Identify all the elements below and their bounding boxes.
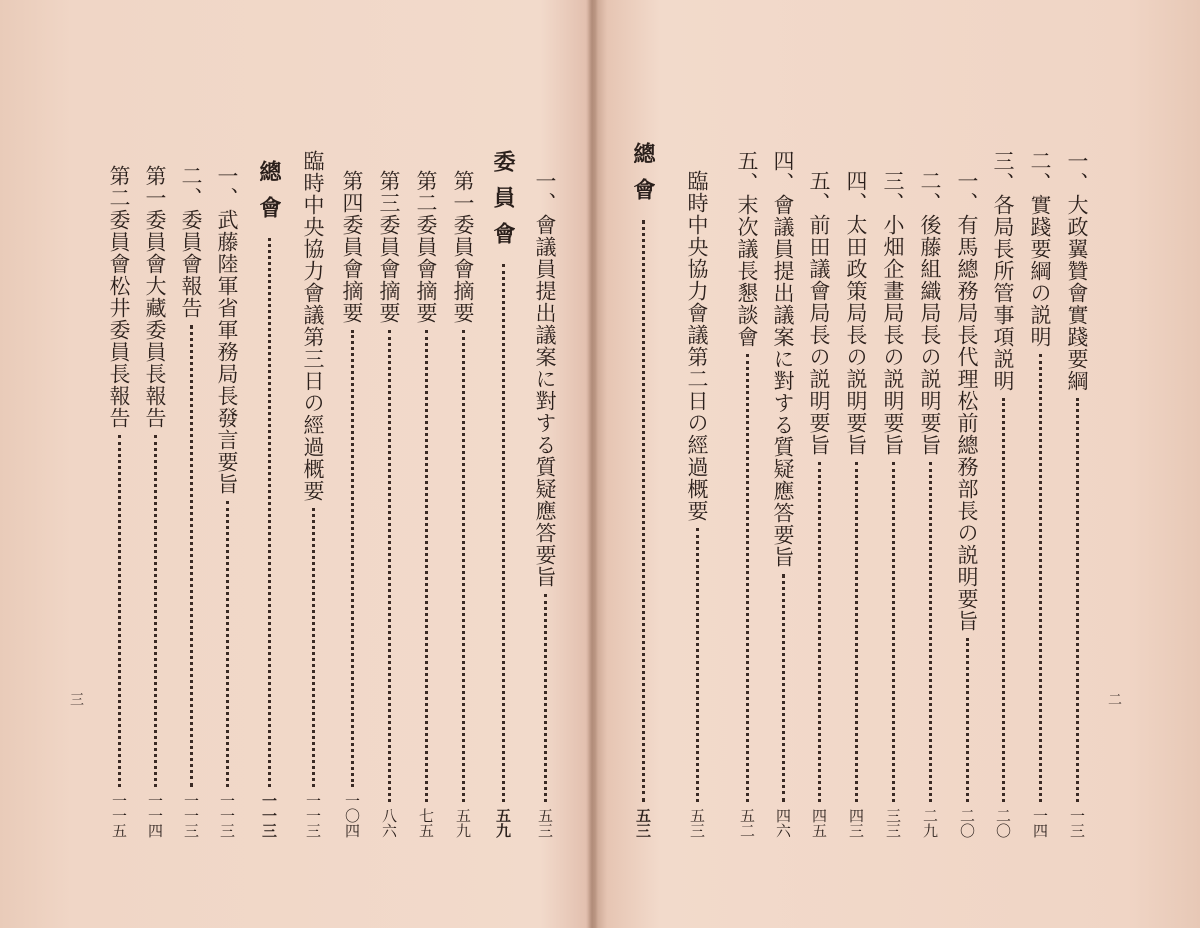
leader-dots: [696, 528, 699, 802]
leader-dots: [351, 330, 354, 787]
leader-dots: [118, 435, 121, 787]
left-page: [0, 0, 592, 928]
leader-dots: [1076, 398, 1079, 802]
toc-entry: 四、太田政策局長の説明要旨 四三: [844, 170, 868, 838]
leader-dots: [226, 501, 229, 787]
toc-heading: 委員會 五九: [490, 150, 516, 838]
toc-heading: 總會 一一三: [256, 160, 282, 838]
toc-entry: 三、各局長所管事項説明 二〇: [991, 150, 1015, 838]
leader-dots: [268, 238, 271, 787]
toc-entry: 一、大政翼贊會實踐要綱 一三: [1065, 150, 1089, 838]
toc-entry: 臨時中央協力會議第三日の經過概要 一一三: [301, 150, 325, 838]
toc-entry: 二、委員會報告 一一三: [179, 165, 203, 838]
leader-dots: [855, 462, 858, 802]
toc-entry: 臨時中央協力會議第二日の經過概要 五三: [685, 170, 709, 838]
toc-entry: 三、小畑企畫局長の説明要旨 三三: [881, 170, 905, 838]
toc-entry: 一、有馬總務局長代理松前總務部長の説明要旨 二〇: [955, 170, 979, 838]
leader-dots: [312, 508, 315, 787]
leader-dots: [746, 354, 749, 802]
leader-dots: [929, 462, 932, 802]
leader-dots: [502, 264, 505, 802]
right-page: [594, 0, 1200, 928]
leader-dots: [1039, 354, 1042, 802]
leader-dots: [154, 435, 157, 787]
leader-dots: [1002, 398, 1005, 802]
leader-dots: [388, 330, 391, 802]
toc-entry: 第一委員會大藏委員長報告 一一四: [143, 165, 167, 838]
page-number: 三: [68, 692, 84, 706]
toc-entry: 一、武藤陸軍省軍務局長發言要旨 一一三: [215, 165, 239, 838]
toc-entry: 一、會議員提出議案に對する質疑應答要旨 五三: [533, 170, 557, 838]
toc-entry: 第二委員會松井委員長報告 一一五: [107, 165, 131, 838]
leader-dots: [544, 594, 547, 802]
page-number: 二: [1106, 692, 1122, 706]
leader-dots: [782, 574, 785, 802]
leader-dots: [462, 330, 465, 802]
toc-heading: 總會 五三: [630, 142, 656, 838]
toc-entry: 第二委員會摘要 七五: [414, 170, 438, 838]
leader-dots: [966, 638, 969, 802]
toc-entry: 第一委員會摘要 五九: [451, 170, 475, 838]
leader-dots: [892, 462, 895, 802]
toc-entry: 五、末次議長懇談會 五二: [735, 150, 759, 838]
toc-entry: 第三委員會摘要 八六: [377, 170, 401, 838]
toc-entry: 五、前田議會局長の説明要旨 四五: [807, 170, 831, 838]
leader-dots: [190, 325, 193, 787]
leader-dots: [818, 462, 821, 802]
toc-entry: 第四委員會摘要 一〇四: [340, 170, 364, 838]
leader-dots: [425, 330, 428, 802]
leader-dots: [642, 220, 645, 802]
toc-entry: 二、後藤組織局長の説明要旨 二九: [918, 170, 942, 838]
toc-entry: 四、會議員提出議案に對する質疑應答要旨 四六: [771, 150, 795, 838]
toc-entry: 二、實踐要綱の説明 一四: [1028, 150, 1052, 838]
